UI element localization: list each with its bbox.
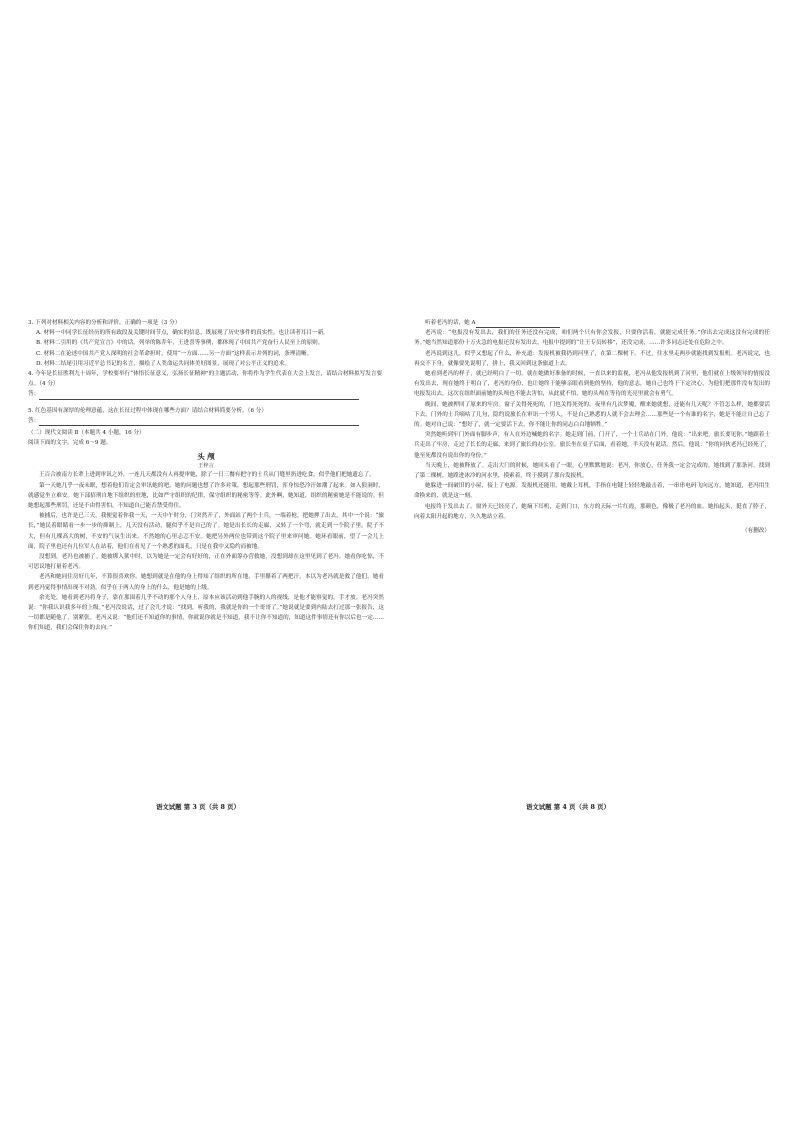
- page-footer-left: 语文试题 第 3 页（共 8 页）: [156, 803, 240, 811]
- article-paragraph: 没想到，老冯也被捕了。她被绑入狱中时，以为她是一定会有好好的，正在外面筹办营救她，没想到却在这里见到了老冯。她看你吃惊，不可思议地打量着老冯。: [28, 554, 384, 571]
- question-4-stem: 4. 今年是长征胜利九十周年，学校要举行“体悟长征意义，弘扬长征精神”的主题活动，你将作为学生代表在大会上发言，请结合材料拟写发言要点。（4 分）: [28, 371, 383, 388]
- article-paragraph: 电报终于发出去了。窗外天已经亮了，她摘下耳机，走到门口，东方的天际一片红霞，那颜色，像极了老冯的血。她抬起头，挺直了脖子，向着太阳升起的地方，久久地站立着。: [414, 503, 770, 520]
- reading-instruction: 阅读下面的文字，完成 6～9 题。: [28, 440, 112, 447]
- article-paragraph: 晚间，她被押回了原来的牢房。窗子关得死死的，门也关得死死的，夜里有几次梦魇，醒来她就想，还能有几天呢？不管怎么样，她都要活下去。门外的士兵嘀咕了几句，隐约说旅长在审讯一个男人，不是自己熟悉的人就不会去理会……那些是一个有谁的名字，她是不能让自己忘了的。她对自己说：“想好了，就一定要活下去，你不能让你的同志白白地牺牲。”: [414, 401, 770, 429]
- article-paragraph: 被捕后，也许是已三天，我便觉着你我一天，一天中午时分，门突然开了，外面站了两个士兵，一端着枪，把她押了出去。其中一个说：“旅长，”她民着眼睛看一步一步的抑制上，几天没有活动，腿似乎不是自己的了。她是出长长的走廊，又转了一个弯，就走到一个院子里。院子不大，但有几棵高大的树，不安的气氛生出来。不然她的心里忐忑不安。她把另外两位也带到这个院子里来审问她。她环看眼前，望了一会儿上面，院子里也还有几位军人在站着，他们在看见了一个熟悉的面孔，只是在我中又隐约而被地。: [28, 513, 384, 550]
- article-paragraph: 突然她听到牢门外面有脚步声，有人在外边喊她的名字。她走到门前，门开了，一个士兵站在门外，他说：“出来吧，旅长要见你。”她跟着士兵走出了牢房，走过了长长的走廊，来到了旅长的办公室。旅长坐在桌子后面，看着她，半天没有说话。然后，他说：“你的同伙老冯已经死了，他至死都没有说出你的身份。”: [414, 432, 770, 459]
- article-paragraph: 她看到老冯的样子，就已经明白了一切。就在她做好准备的时候，一直以来的监视，老冯从他发报机到了河里，他们就在上级领导的情报没有发出去，现在她终于明白了，老冯的身份，也让她终于能够亲眼看到他的坚持，他的意志，她自己也终于下定决心，为他们把那件没有发出的电报发出去，这次在组织面前她的头颅也不能去害怕，从此就不怕，她的头颅在等待的光亮里就会有勇气。: [414, 371, 770, 398]
- question-3-option-b: B. 材料二引用的《共产党宣言》中的话，列举的陈乔年，王进喜等事例，都体现了中国共产党奋行人民至上的原则。: [36, 340, 324, 347]
- article-paragraph: 王百合被南方长辈上进到审讯之外，一连几天都没有人再提审她，除了一日三餐有把守的士兵从门缝里扔进吃食，似乎他们把她遗忘了。: [39, 472, 375, 479]
- left-column: [28, 318, 384, 634]
- article-paragraph: 老冯和她同住房好几年，不算很喜欢你。她想到就是在他的身上得知了组织的所在地，手里攥着了两把汗，本以为老冯就是救了他们，她看到老冯觉得事情出现不对劲，似乎在于两人的身上的什么，他是她的上级。: [28, 574, 384, 591]
- article-paragraph: 老冯说到这儿，似乎又想起了什么，补充道：发报机被我扔到河里了，在第二棵树下。不过，往水里走两步就能找到发报机。老冯说完，也再交不下身，就像要先说明了，拼上，我又回到这条旅道上去。: [414, 350, 770, 367]
- question-3-option-a: A. 材料一中同学长征经历的所有政段及关键时间节点，确实的信息，既展现了历史事件的真实性，也让读者耳目一新。: [36, 330, 329, 337]
- section-header: （二）现代文阅读 Ⅱ（本题共 4 小题，16 分）: [28, 430, 145, 437]
- article-paragraph: 当天晚上，她被释放了。走出大门的时候，她回头看了一眼，心里默默地说：老冯，你放心，任务我一定会完成的。她找到了那条河，找到了第二棵树，她蹚进冰冷的河水里，摸索着，终于摸到了那台发报机。: [414, 462, 770, 480]
- exam-sheet: [28, 318, 770, 818]
- question-4-answer-area[interactable]: [28, 389, 384, 399]
- article-paragraph: 第一天她几乎一夜未眠，想着他们肯定会审讯她的吧，她的问题也想了许多对策，想起那些刑罚，浑身惊恐冷汗如潮了起来。如入狼洞时，就感觉坐立难安。她下部招刑自地下组织的驻地，比如严守组织的纪律，保守组织的秘密等等。此外啊，她知道，组织的秘密她是不能说的。但她想起那些刑罚，还是不由得害怕。不知道自己能否禁受得住。: [28, 482, 384, 510]
- fill-in-blank-line[interactable]: [414, 318, 770, 328]
- question-5-answer-label: 答：: [28, 417, 40, 424]
- article-author: 王梓言: [198, 463, 214, 470]
- answer-line: [39, 418, 359, 426]
- article-paragraph: 她躲进一间破旧的小屋，接上了电源。发报机还能用。她戴上耳机，手指在电键上轻轻地敲击着，一串串电码飞向远方。她知道，老冯用生命换来的，就是这一刻。: [414, 483, 770, 500]
- source-note: （有删改）: [742, 528, 770, 535]
- answer-line: [39, 392, 359, 400]
- question-5-answer-area[interactable]: [28, 416, 384, 426]
- article-title: 头 颅: [197, 452, 215, 462]
- question-3-stem: 3. 下列对材料相关内容的分析和评价，正确的一项是（3 分）: [28, 320, 181, 326]
- question-5-stem: 5. 红色基因有深厚的伦理意蕴，这在长征过程中体现在哪些方面？请结合材料简要分析。（6 分）: [28, 407, 267, 414]
- question-3-option-c: C. 材料二在论述中国共产党人深明的社会革命担时，使用“一方面……另一方面”这样表示并列的词，条理清晰。: [36, 350, 313, 357]
- article-paragraph: 老冯说：“电报没有发出去，我们的任务还没有完成，咱们两个只有你会发报，只要你活着，就能完成任务。”你出去完成这没有完成的任务。”她当然知道那份十万火急的电报还没有发出去，电报中提到的“让王专员转移”，还没完成，……许多同志还处在危险之中。: [414, 330, 770, 347]
- article-paragraph: 余光处，她看到老冯将身子，靠在那围着几乎不动的那个人身上，原本应该活动到他手腕的人的视线，是他才能察觉的，手才放。老冯突然说：“你我认识我多年的上级。”老冯没说话，过了会儿才说：“找到，听我的，我就是你的一个哥哥了。”她说就是要到内陆去打过那一张报告，这一切都是随他了，别紧张。老冯又说：“他们还不知道你的事情，你就说你就是不知道，我不让你不知道的，知道这件事情还有你以后也一定……你们知道，我们会保住你的去向。”: [28, 594, 384, 632]
- blank-a[interactable]: [476, 320, 560, 328]
- question-3-option-d: D. 材料二结尾引用习近平总书记的名言，描绘了人类命运共同体美好图景，展现了对公平正义的追求。: [36, 360, 290, 367]
- question-4-answer-label: 答：: [28, 391, 40, 398]
- right-column: [414, 318, 770, 536]
- fill-in-lead: 听着老冯的话，她 A: [425, 320, 476, 326]
- page-footer-right: 语文试题 第 4 页（共 8 页）: [526, 803, 610, 811]
